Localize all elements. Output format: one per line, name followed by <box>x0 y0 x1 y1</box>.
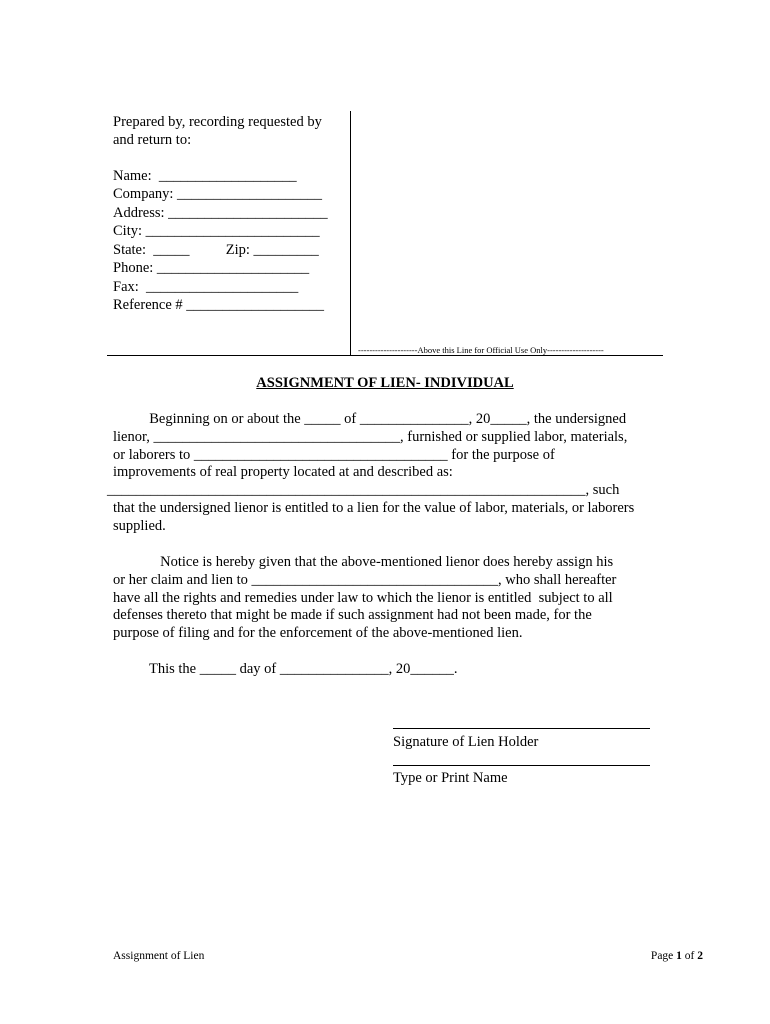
footer-page-number <box>651 950 703 962</box>
official-use-line-label: ---------------------Above this Line for Official Use Only-------------------- <box>358 345 604 355</box>
paragraph-2-line: Notice is hereby given that the above-mentioned lienor does hereby assign his <box>113 554 614 570</box>
print-name-label: Type or Print Name <box>393 770 508 786</box>
city-field: City: ________________________ <box>113 223 320 239</box>
phone-field: Phone: _____________________ <box>113 260 310 276</box>
page-current: 1 <box>676 950 682 962</box>
fax-field: Fax: _____________________ <box>113 279 299 295</box>
paragraph-2-line: defenses thereto that might be made if such assignment had not been made, for the <box>113 607 592 623</box>
page-separator: of <box>681 950 698 962</box>
state-zip-field: State: _____ Zip: _________ <box>113 242 319 258</box>
header-vertical-divider <box>350 111 351 355</box>
paragraph-1-line: Beginning on or about the _____ of _______________, 20_____, the undersigned <box>113 411 627 427</box>
signature-line <box>393 728 650 729</box>
footer-document-name: Assignment of Lien <box>113 950 205 962</box>
header-horizontal-divider <box>107 355 663 356</box>
name-field: Name: ___________________ <box>113 168 297 184</box>
paragraph-2-line: purpose of filing and for the enforcement of the above-mentioned lien. <box>113 625 523 641</box>
reference-field: Reference # ___________________ <box>113 297 325 313</box>
document-title: ASSIGNMENT OF LIEN- INDIVIDUAL <box>256 375 514 391</box>
date-line: This the _____ day of _______________, 20______. <box>113 661 458 677</box>
prepared-by-line-1: Prepared by, recording requested by <box>113 114 322 130</box>
company-field: Company: ____________________ <box>113 186 323 202</box>
paragraph-1-line: that the undersigned lienor is entitled to a lien for the value of labor, materials, or laborers <box>113 500 635 516</box>
prepared-by-line-2: and return to: <box>113 132 192 148</box>
paragraph-1-line: supplied. <box>113 518 166 534</box>
page-total: 2 <box>697 950 703 962</box>
paragraph-1-line: __________________________________________________________________, such <box>107 482 620 498</box>
signature-label: Signature of Lien Holder <box>393 734 539 750</box>
page-prefix: Page <box>650 950 677 962</box>
paragraph-2-line: have all the rights and remedies under law to which the lienor is entitled subject to all <box>113 590 613 606</box>
paragraph-1-line: improvements of real property located at and described as: <box>113 464 453 480</box>
paragraph-2-line: or her claim and lien to __________________________________, who shall hereafter <box>113 572 617 588</box>
address-field: Address: ______________________ <box>113 205 328 221</box>
paragraph-1-line: or laborers to ___________________________________ for the purpose of <box>113 447 555 463</box>
paragraph-1-line: lienor, __________________________________, furnished or supplied labor, materials, <box>113 429 628 445</box>
print-name-line <box>393 765 650 766</box>
